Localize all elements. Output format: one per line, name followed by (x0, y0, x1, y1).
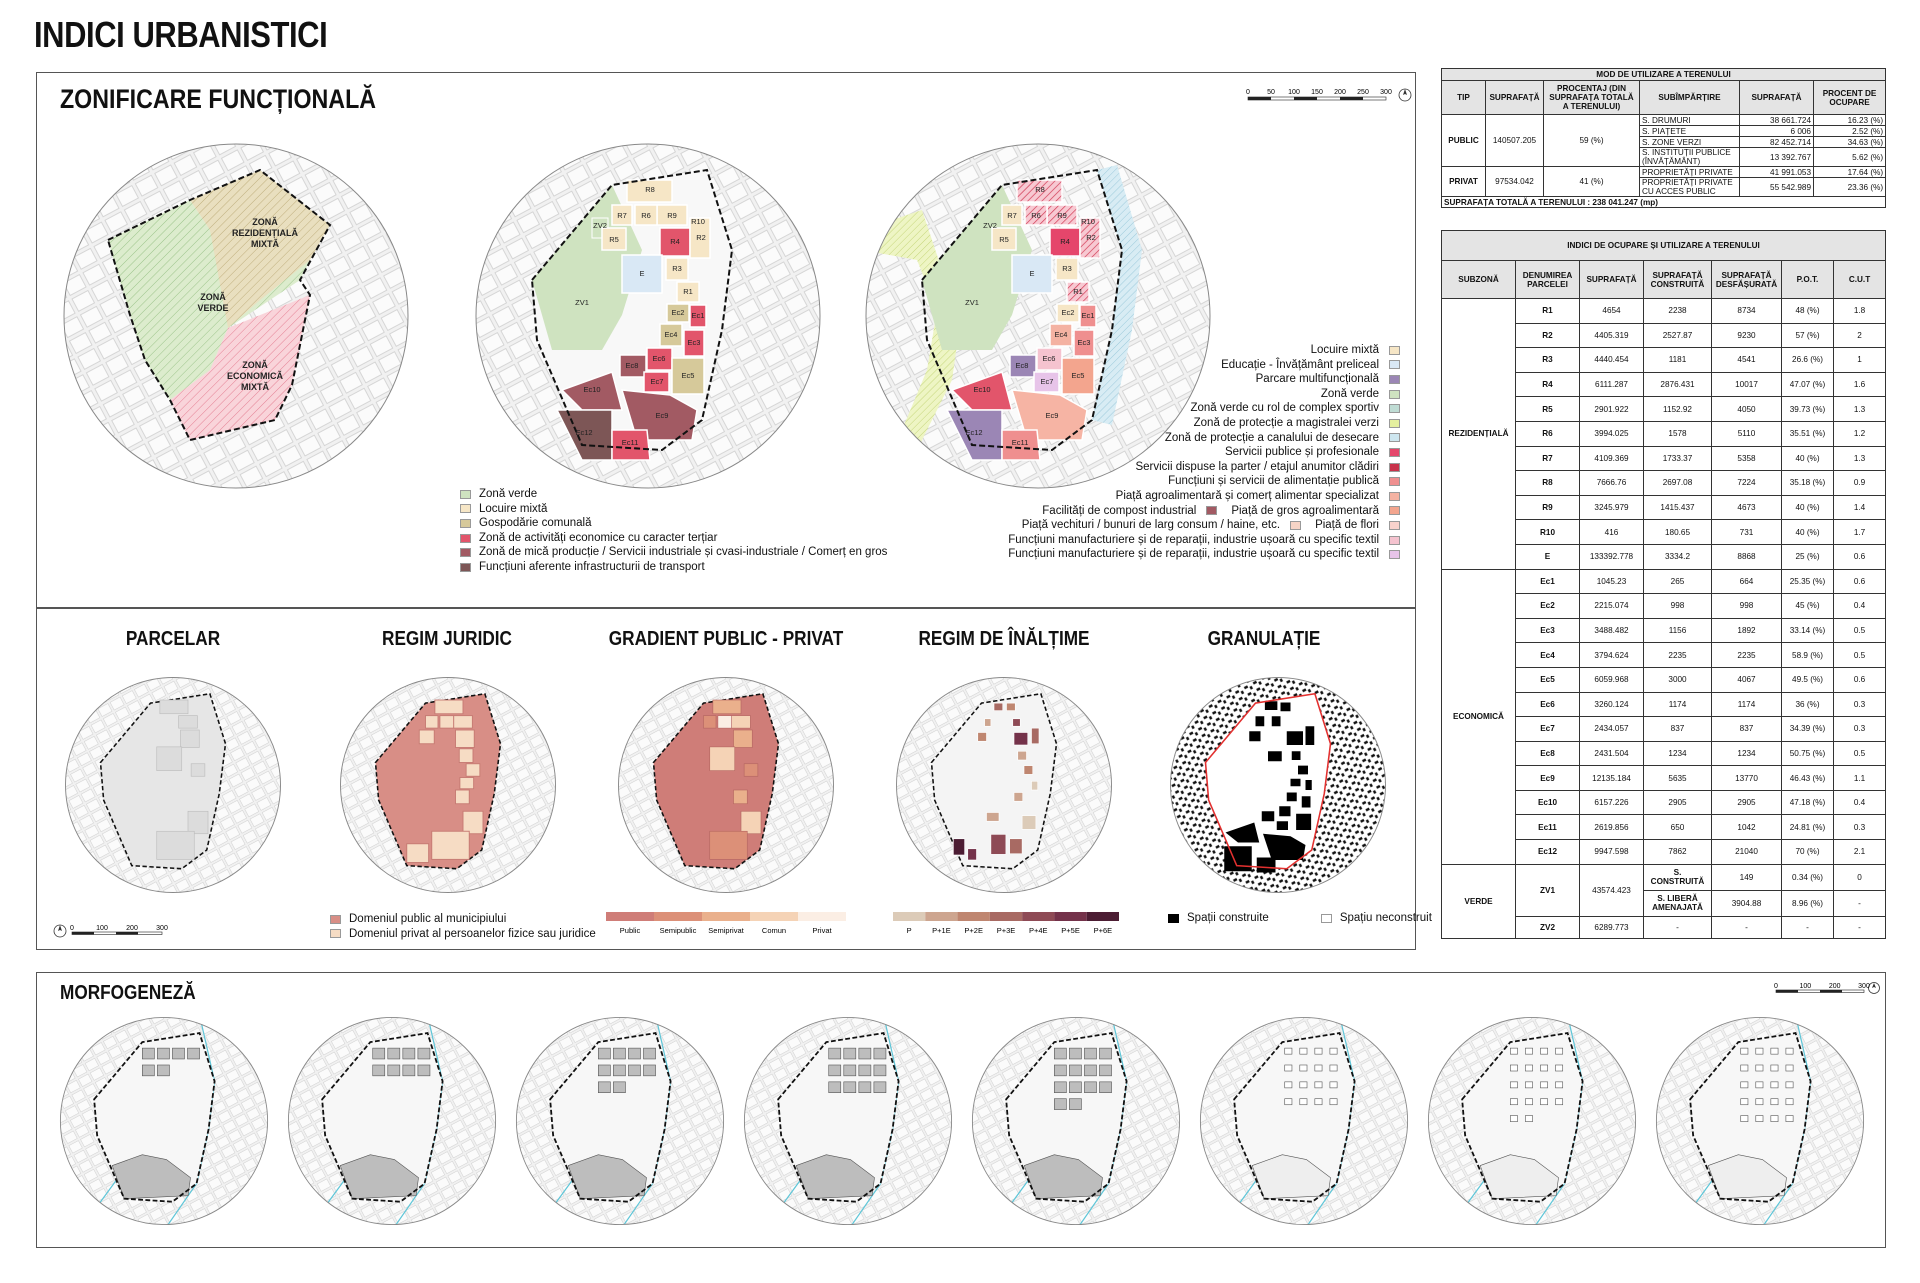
table-row: R4 6111.287 2876.431 10017 47.07 (%) 1.6 (1442, 372, 1886, 397)
parcel-label: Ec9 (655, 411, 669, 420)
legend-swatch (330, 915, 341, 924)
table-row: PRIVAT 97534.042 41 (%) PROPRIETĂȚI PRIVATE 41 991.053 17.64 (%) (1442, 167, 1886, 178)
built-label: Spații construite (1187, 912, 1269, 924)
table-row: ECONOMICĂ Ec1 1045.23 265 664 25.35 (%) 0.6 (1442, 569, 1886, 594)
zonificare-map-general (60, 140, 412, 492)
legend-label: Gospodărie comunală (479, 517, 592, 530)
parcel-label: Ec1 (691, 311, 705, 320)
morfogeneza-stage-map (742, 1015, 954, 1227)
granulatie-map (1168, 675, 1388, 895)
scale-tick-label: 300 (156, 925, 168, 932)
parcel-label: R9 (1057, 211, 1067, 220)
parcel-label: R5 (999, 235, 1009, 244)
table-row: Ec10 6157.226 2905 2905 47.18 (%) 0.4 (1442, 790, 1886, 815)
legend-item (1008, 547, 1400, 562)
legend-swatch (1389, 550, 1400, 559)
column-header: DENUMIREA PARCELEI (1516, 261, 1580, 299)
table-row: PROPRIETĂȚI PRIVATE CU ACCES PUBLIC 55 542.989 23.36 (%) (1442, 178, 1886, 197)
legend-swatch (1389, 404, 1400, 413)
table-row: R10 416 180.65 731 40 (%) 1.7 (1442, 520, 1886, 545)
parcel-label: ZV1 (965, 298, 979, 307)
north-arrow-icon (1869, 983, 1880, 994)
legend-label: Zonă de protecție a magistralei verzi (1193, 416, 1379, 429)
legend-label: Locuire mixtă (479, 502, 548, 515)
regim-inaltime-title: REGIM DE ÎNĂLȚIME (918, 628, 1090, 650)
legend-label: Funcțiuni aferente infrastructurii de transport (479, 560, 705, 573)
north-arrow-icon (54, 925, 66, 937)
column-header: SUPRAFAȚĂ DESFĂȘURATĂ (1712, 261, 1782, 299)
legend-label: Zonă de mică producție / Servicii industriale și cvasi-industriale / Comerț en gros (479, 546, 888, 559)
legend-item (1030, 489, 1400, 504)
legend-swatch (1389, 346, 1400, 355)
parcel-label: ZV2 (593, 221, 607, 230)
legend-swatch (1389, 419, 1400, 428)
parcel-label: R7 (617, 211, 627, 220)
column-header: TIP (1442, 81, 1486, 115)
parcel-label: Ec8 (625, 361, 639, 370)
column-header: PROCENTAJ (DIN SUPRAFAȚA TOTALĂ A TERENULUI) (1544, 81, 1640, 115)
gradient-swatch (798, 912, 846, 921)
indici-table (1441, 230, 1886, 939)
column-header: SUPRAFAȚĂ (1580, 261, 1644, 299)
morfogeneza-stage-map (970, 1015, 1182, 1227)
parcel-label: Ec3 (1077, 338, 1091, 347)
legend-swatch (1389, 448, 1400, 457)
table-row: Ec4 3794.624 2235 2235 58.9 (%) 0.5 (1442, 643, 1886, 668)
parcel-label: R6 (1031, 211, 1041, 220)
legend-item (1030, 343, 1400, 358)
height-swatch (1054, 912, 1086, 921)
parcel-label: R9 (667, 211, 677, 220)
parcel-label: Ec12 (965, 428, 983, 437)
column-header: PROCENT DE OCUPARE (1814, 81, 1886, 115)
legend-swatch (1389, 375, 1400, 384)
svg-text:ECONOMICĂ: ECONOMICĂ (227, 371, 283, 381)
legend-item (460, 531, 887, 546)
regim-juridic-title: REGIM JURIDIC (382, 628, 512, 650)
legend-item (1030, 372, 1400, 387)
legend-label: Servicii publice și profesionale (1224, 446, 1379, 459)
parcel-label: Ec1 (1081, 311, 1095, 320)
parcel-label: R1 (1073, 287, 1083, 296)
table-row: Ec5 6059.968 3000 4067 49.5 (%) 0.6 (1442, 667, 1886, 692)
gradient-legend (606, 912, 846, 938)
legend-label: Piață agroalimentară și comerț alimentar specializat (1115, 489, 1379, 502)
parcel-label: Ec5 (681, 371, 695, 380)
gradient-swatch (654, 912, 702, 921)
height-label: P+3E (996, 926, 1016, 935)
svg-text:MIXTĂ: MIXTĂ (251, 239, 279, 249)
label-zona-rezidentiala: ZONĂ (252, 217, 278, 227)
parcel-label: Ec9 (1045, 411, 1059, 420)
table-row: S. LIBERĂ AMENAJATĂ 3904.88 8.96 (%) - (1442, 890, 1886, 916)
scale-tick-label: 50 (1267, 89, 1275, 96)
column-header: SUPRAFAȚĂ (1740, 81, 1814, 115)
legend-item (1030, 445, 1400, 460)
scale-tick-label: 0 (1246, 89, 1250, 96)
scale-tick-label: 150 (1311, 89, 1323, 96)
parcelar-scale-bar (52, 922, 172, 940)
built-swatch (1168, 914, 1179, 923)
morfogeneza-stage-map (58, 1015, 270, 1227)
table-row: Ec8 2431.504 1234 1234 50.75 (%) 0.5 (1442, 741, 1886, 766)
zonificare-map-parcels (472, 140, 824, 492)
scale-tick-label: 200 (126, 925, 138, 932)
parcel-label: R4 (1060, 237, 1070, 246)
legend-swatch (1389, 521, 1400, 530)
zonificare-scale-bar (1244, 86, 1414, 108)
parcel-label: ZV2 (983, 221, 997, 230)
morfogeneza-title: MORFOGENEZĂ (60, 982, 196, 1004)
inaltime-legend (893, 912, 1119, 938)
parcel-label: R2 (696, 233, 706, 242)
legend-item (1008, 533, 1400, 548)
legend-item (460, 502, 887, 517)
parcel-label: Ec7 (650, 377, 664, 386)
height-label: P+2E (964, 926, 983, 935)
legend-label: Zonă verde (479, 488, 538, 500)
morfogeneza-stage-map (286, 1015, 498, 1227)
scale-tick-label: 0 (1774, 983, 1778, 990)
column-header: SUBZONĂ (1442, 261, 1516, 299)
parcel-label: Ec6 (652, 354, 666, 363)
label-zona-verde: ZONĂ (200, 292, 226, 302)
table-row: S. PIAȚETE 6 006 2.52 (%) (1442, 126, 1886, 137)
scale-tick-label: 0 (70, 925, 74, 932)
legend-label: Parcare multifuncțională (1255, 373, 1379, 386)
legend-item (1021, 518, 1400, 533)
parcel-label: Ec6 (1042, 354, 1056, 363)
table-row: R9 3245.979 1415.437 4673 40 (%) 1.4 (1442, 495, 1886, 520)
column-header: SUPRAFAȚĂ CONSTRUITĂ (1644, 261, 1712, 299)
height-label: P+5E (1061, 926, 1080, 935)
parcel-label: R8 (645, 185, 655, 194)
gradient-label: Privat (812, 926, 832, 935)
unbuilt-swatch (1321, 914, 1332, 923)
column-header: C.U.T (1834, 261, 1886, 299)
parcel-label: Ec7 (1040, 377, 1054, 386)
legend-swatch (1389, 477, 1400, 486)
parcelar-title: PARCELAR (125, 628, 221, 650)
scale-tick-label: 300 (1380, 89, 1392, 96)
table-row: R2 4405.319 2527.87 9230 57 (%) 2 (1442, 323, 1886, 348)
legend-label: Locuire mixtă (1310, 344, 1379, 356)
parcel-label: R3 (1062, 264, 1072, 273)
morfogeneza-stage-map (1426, 1015, 1638, 1227)
legend-item (1030, 431, 1400, 446)
parcel-label: R1 (683, 287, 693, 296)
column-header: SUBÎMPĂRȚIRE (1640, 81, 1740, 115)
legend-swatch (1389, 390, 1400, 399)
legend-label: Funcțiuni și servicii de alimentație publică (1168, 475, 1379, 488)
page-title: INDICI URBANISTICI (34, 14, 328, 55)
table-row: Ec2 2215.074 998 998 45 (%) 0.4 (1442, 594, 1886, 619)
indici-title: INDICI DE OCUPARE ȘI UTILIZARE A TERENULUI (1442, 231, 1886, 261)
legend-label: Zonă de protecție a canalului de desecare (1164, 431, 1379, 444)
legend-item (460, 516, 887, 531)
height-swatch (893, 912, 925, 921)
parcel-label: Ec11 (621, 438, 639, 447)
legend-label: Zonă verde cu rol de complex sportiv (1190, 402, 1379, 415)
legend-label: Piață de flori (1315, 519, 1379, 532)
legend-label: Piață vechituri / bunuri de larg consum / haine, etc. (1021, 519, 1281, 532)
parcel-label: Ec2 (671, 308, 685, 317)
legend-swatch (460, 504, 471, 513)
morfogeneza-scale-bar (1772, 980, 1882, 998)
scale-tick-label: 100 (1799, 983, 1812, 990)
height-label: P+4E (1029, 926, 1048, 935)
table-row: S. INSTITUȚII PUBLICE (ÎNVĂȚĂMÂNT) 13 392.767 5.62 (%) (1442, 148, 1886, 167)
morfogeneza-stage-map (514, 1015, 726, 1227)
unbuilt-label: Spațiu neconstruit (1339, 912, 1432, 924)
parcel-label: R8 (1035, 185, 1045, 194)
parcel-label: Ec4 (1054, 330, 1068, 339)
granulatie-legend (1168, 911, 1432, 926)
height-label: P (906, 926, 912, 935)
column-header: SUPRAFAȚĂ (1486, 81, 1544, 115)
table-row: S. ZONE VERZI 82 452.714 34.63 (%) (1442, 137, 1886, 148)
legend-item (1030, 474, 1400, 489)
morfogeneza-stage-map (1198, 1015, 1410, 1227)
legend-label: Piață de gros agroalimentară (1231, 504, 1379, 517)
legend-swatch (1389, 506, 1400, 515)
legend-label: Zonă de activități economice cu caracter terțiar (479, 531, 718, 544)
height-swatch (925, 912, 957, 921)
scale-tick-label: 200 (1334, 89, 1346, 96)
parcel-label: Ec5 (1071, 371, 1085, 380)
label-zona-economica: ZONĂ (242, 360, 268, 370)
svg-text:REZIDENȚIALĂ: REZIDENȚIALĂ (232, 228, 298, 238)
parcel-label: R7 (1007, 211, 1017, 220)
parcel-label: R5 (609, 235, 619, 244)
legend-swatch (1389, 536, 1400, 545)
parcelar-map (63, 675, 283, 895)
legend-item (1030, 460, 1400, 475)
table-row: Ec9 12135.184 5635 13770 46.43 (%) 1.1 (1442, 766, 1886, 791)
legend-label: Domeniul privat al persoanelor fizice sau juridice (349, 927, 596, 940)
parcel-label: R10 (691, 217, 705, 226)
parcel-label: R10 (1081, 217, 1095, 226)
table-row: VERDE ZV1 43574.423 S. CONSTRUITĂ 149 0.34 (%) 0 (1442, 864, 1886, 890)
legend-label: Funcțiuni manufacturiere și de reparații, industrie ușoară cu specific textil (1008, 533, 1379, 546)
legend-swatch (1389, 433, 1400, 442)
mod-utilizare-title: MOD DE UTILIZARE A TERENULUI (1442, 69, 1886, 81)
parcel-label: Ec3 (687, 338, 701, 347)
gradient-swatch (702, 912, 750, 921)
gradient-title: GRADIENT PUBLIC - PRIVAT (608, 628, 844, 650)
legend-item (460, 545, 887, 560)
gradient-label: Semipublic (659, 926, 697, 935)
height-swatch (1022, 912, 1054, 921)
mod-utilizare-table (1441, 68, 1886, 208)
scale-tick-label: 100 (1288, 89, 1300, 96)
svg-text:VERDE: VERDE (197, 303, 229, 313)
gradient-map (616, 675, 836, 895)
zonificare-title: ZONIFICARE FUNCȚIONALĂ (60, 84, 377, 114)
parcel-label: ZV1 (575, 298, 589, 307)
parcel-label: E (639, 269, 645, 278)
parcel-label: R6 (641, 211, 651, 220)
legend-item (460, 487, 887, 502)
svg-text:MIXTĂ: MIXTĂ (241, 382, 269, 392)
gradient-swatch (606, 912, 654, 921)
north-arrow-icon (1399, 89, 1411, 101)
gradient-swatch (750, 912, 798, 921)
parcel-label: Ec11 (1011, 438, 1029, 447)
table-row: ZV2 6289.773 - - - - (1442, 916, 1886, 938)
table-row: R5 2901.922 1152.92 4050 39.73 (%) 1.3 (1442, 397, 1886, 422)
granulatie-title: GRANULAȚIE (1207, 628, 1321, 650)
parcel-label: Ec4 (664, 330, 678, 339)
table-row: Ec12 9947.598 7862 21040 70 (%) 2.1 (1442, 840, 1886, 865)
legend-swatch (460, 490, 471, 499)
morfogeneza-sequence (58, 1015, 1878, 1235)
legend-swatch (1389, 492, 1400, 501)
total-surface: SUPRAFAȚA TOTALĂ A TERENULUI : 238 041.247 (mp) (1442, 197, 1886, 208)
gradient-label: Semiprivat (708, 926, 744, 935)
table-row: PUBLIC 140507.205 59 (%) S. DRUMURI 38 661.724 16.23 (%) (1442, 115, 1886, 126)
height-label: P+6E (1093, 926, 1113, 935)
gradient-label: Public (619, 926, 641, 935)
regim-juridic-map (338, 675, 558, 895)
regim-juridic-legend (330, 912, 596, 941)
legend-swatch (1389, 463, 1400, 472)
regim-inaltime-map (894, 675, 1114, 895)
height-swatch (958, 912, 990, 921)
table-row: Ec6 3260.124 1174 1174 36 (%) 0.3 (1442, 692, 1886, 717)
table-row: Ec3 3488.482 1156 1892 33.14 (%) 0.5 (1442, 618, 1886, 643)
parcel-label: Ec12 (575, 428, 593, 437)
zonificare-legend-left (460, 487, 887, 575)
legend-label: Zonă verde (1320, 387, 1379, 400)
legend-swatch (1290, 521, 1301, 530)
legend-swatch (1389, 360, 1400, 369)
parcel-label: Ec2 (1061, 308, 1075, 317)
height-label: P+1E (932, 926, 951, 935)
gradient-label: Comun (761, 926, 787, 935)
parcel-label: R4 (670, 237, 680, 246)
height-swatch (1087, 912, 1119, 921)
scale-tick-label: 200 (1828, 983, 1841, 990)
legend-item (460, 560, 887, 575)
column-header: P.O.T. (1782, 261, 1834, 299)
morfogeneza-stage-map (1654, 1015, 1866, 1227)
legend-item (1030, 504, 1400, 519)
table-row: Ec7 2434.057 837 837 34.39 (%) 0.3 (1442, 717, 1886, 742)
table-row: R6 3994.025 1578 5110 35.51 (%) 1.2 (1442, 421, 1886, 446)
parcel-label: R3 (672, 264, 682, 273)
table-row: REZIDENȚIALĂ R1 4654 2238 8734 48 (%) 1.8 (1442, 299, 1886, 324)
legend-swatch (460, 548, 471, 557)
legend-label: Educație - Învățământ preliceal (1221, 358, 1379, 371)
table-row: E 133392.778 3334.2 8868 25 (%) 0.6 (1442, 544, 1886, 569)
parcel-label: E (1029, 269, 1035, 278)
legend-swatch (330, 929, 341, 938)
legend-item (1030, 416, 1400, 431)
parcel-label: Ec8 (1015, 361, 1029, 370)
legend-swatch (460, 534, 471, 543)
legend-item (1030, 401, 1400, 416)
legend-swatch (460, 519, 471, 528)
legend-label: Servicii dispuse la parter / etajul anumitor clădiri (1135, 460, 1379, 473)
legend-item (330, 912, 596, 927)
legend-item (330, 927, 596, 942)
legend-item (1030, 387, 1400, 402)
table-row: R7 4109.369 1733.37 5358 40 (%) 1.3 (1442, 446, 1886, 471)
parcel-label: Ec10 (973, 385, 991, 394)
legend-label: Domeniul public al municipiului (349, 913, 507, 925)
scale-tick-label: 250 (1357, 89, 1369, 96)
table-row: R3 4440.454 1181 4541 26.6 (%) 1 (1442, 348, 1886, 373)
legend-item (1030, 358, 1400, 373)
legend-swatch (1206, 506, 1217, 515)
legend-swatch (460, 563, 471, 572)
parcel-label: Ec10 (583, 385, 601, 394)
table-row: R8 7666.76 2697.08 7224 35.18 (%) 0.9 (1442, 471, 1886, 496)
height-swatch (990, 912, 1022, 921)
scale-tick-label: 100 (96, 925, 108, 932)
scale-tick-label: 300 (1858, 983, 1870, 990)
table-row: Ec11 2619.856 650 1042 24.81 (%) 0.3 (1442, 815, 1886, 840)
parcel-label: R2 (1086, 233, 1096, 242)
legend-label: Funcțiuni manufacturiere și de reparații, industrie ușoară cu specific textil (1008, 548, 1379, 561)
legend-label: Facilități de compost industrial (1042, 504, 1197, 517)
